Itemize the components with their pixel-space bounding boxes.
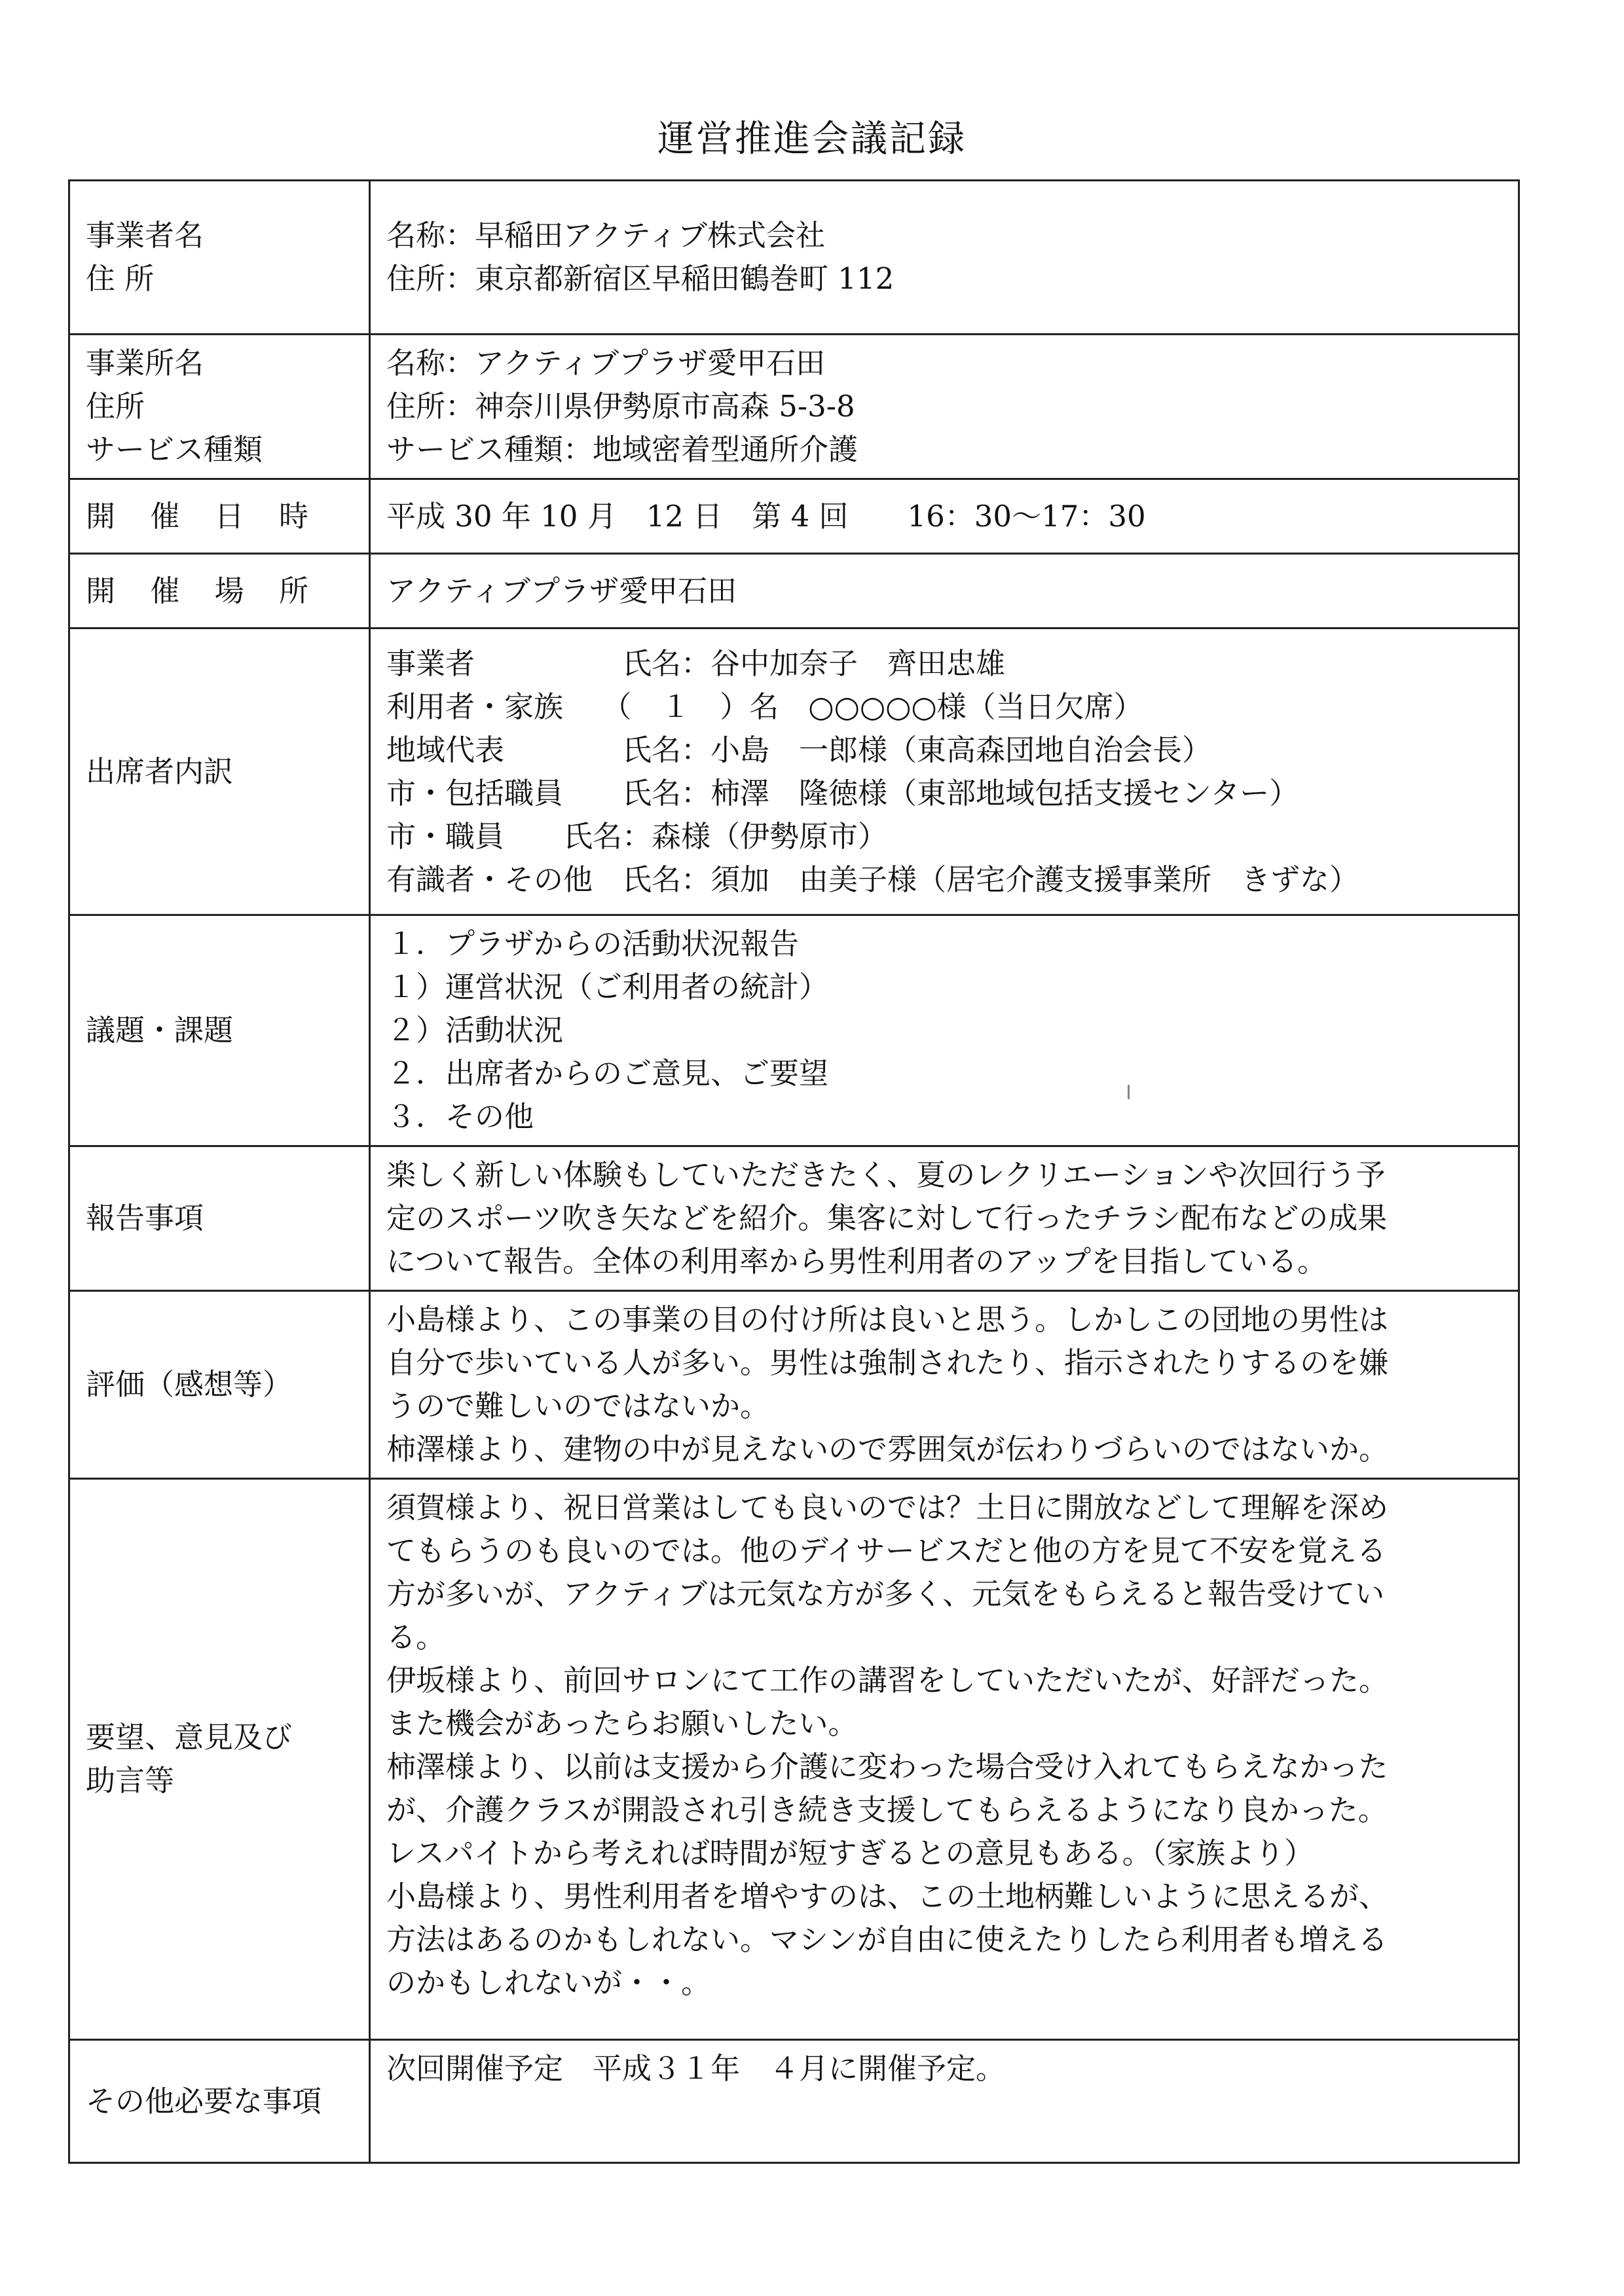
venue-value-cell (370, 554, 1519, 629)
document-title: 運営推進会議記録 (657, 118, 967, 160)
office-address: 住所：神奈川県伊勢原市高森 5-3-8 (386, 389, 855, 424)
request-line: 柿澤様より、以前は支援から介護に変わった場合受け入れてもらえなかった (386, 1749, 1388, 1784)
meeting-venue: アクティブプラザ愛甲石田 (386, 573, 737, 608)
attendees-label: 出席者内訳 (86, 754, 234, 789)
service-type: サービス種類：地域密着型通所介護 (386, 432, 858, 467)
operator-label-cell (69, 181, 370, 335)
other-label: その他必要な事項 (86, 2083, 322, 2119)
evaluation-label-cell (69, 1291, 370, 1479)
office-address-label: 住所 (86, 389, 145, 424)
evaluation-line: 柿澤様より、建物の中が見えないので雰囲気が伝わりづらいのではないか。 (386, 1432, 1389, 1467)
operator-value-cell (370, 181, 1519, 335)
request-line: 方が多いが、アクティブは元気な方が多く、元気をもらえると報告受けてい (386, 1576, 1385, 1611)
service-type-label: サービス種類 (86, 432, 263, 467)
agenda-item: ２．出席者からのご意見、ご要望 (386, 1056, 829, 1091)
agenda-item: １）運営状況（ご利用者の統計） (386, 970, 829, 1004)
venue-label-cell (69, 554, 370, 629)
requests-value-cell (370, 1479, 1519, 2040)
attendee-line: 市・職員 氏名：森様（伊勢原市） (386, 818, 888, 854)
agenda-item: １．プラザからの活動状況報告 (386, 926, 800, 961)
other-value-cell (370, 2040, 1519, 2163)
datetime-label-cell (69, 479, 370, 554)
attendees-value-cell (370, 629, 1519, 915)
venue-label: 開 催 場 所 (86, 573, 308, 608)
row-attendees (69, 629, 1519, 915)
attendee-line: 利用者・家族 （ １ ）名 ○○○○○様（当日欠席） (386, 689, 1143, 724)
report-label: 報告事項 (86, 1201, 204, 1235)
request-line: 須賀様より、祝日営業はしても良いのでは？土日に開放などして理解を深め (386, 1490, 1389, 1525)
request-line: のかもしれないが・・。 (386, 1965, 711, 2000)
row-agenda (69, 915, 1519, 1146)
operator-address: 住所：東京都新宿区早稲田鶴巻町 112 (386, 261, 895, 296)
request-line: 方法はあるのかもしれない。マシンが自由に使えたりしたら利用者も増える (386, 1922, 1388, 1957)
attendee-line: 市・包括職員 氏名：柿澤 隆徳様（東部地域包括支援センター） (386, 775, 1299, 811)
row-venue (69, 554, 1519, 629)
row-other (69, 2040, 1519, 2163)
row-evaluation (69, 1291, 1519, 1479)
office-value-cell (370, 335, 1519, 479)
next-meeting-note: 次回開催予定 平成３１年 ４月に開催予定。 (386, 2051, 1006, 2086)
requests-label: 要望、意見及び (86, 1720, 293, 1755)
request-line: レスパイトから考えれば時間が短すぎるとの意見もある。（家族より） (386, 1836, 1314, 1870)
row-datetime (69, 479, 1519, 554)
evaluation-label: 評価（感想等） (86, 1367, 293, 1402)
requests-label: 助言等 (86, 1763, 175, 1798)
evaluation-value-cell (370, 1291, 1519, 1479)
office-name: 名称：アクティブプラザ愛甲石田 (386, 346, 826, 380)
office-name-label: 事業所名 (86, 346, 204, 380)
request-line: 伊坂様より、前回サロンにて工作の講習をしていただいたが、好評だった。 (386, 1663, 1389, 1698)
agenda-label-cell (69, 915, 370, 1146)
operator-name-label: 事業者名 (86, 218, 204, 253)
report-value-cell (370, 1146, 1519, 1291)
row-requests (69, 1479, 1519, 2040)
report-line: 定のスポーツ吹き矢などを紹介。集客に対して行ったチラシ配布などの成果 (386, 1201, 1388, 1235)
requests-label-cell (69, 1479, 370, 2040)
request-line: る。 (386, 1620, 446, 1654)
operator-address-label: 住 所 (86, 261, 155, 296)
agenda-item: ２）活動状況 (386, 1013, 564, 1048)
office-label-cell (69, 335, 370, 479)
attendee-line: 有識者・その他 氏名：須加 由美子様（居宅介護支援事業所 きずな） (386, 862, 1359, 897)
datetime-label: 開 催 日 時 (86, 498, 308, 534)
agenda-label: 議題・課題 (86, 1013, 234, 1048)
evaluation-line: うので難しいのではないか。 (386, 1389, 770, 1423)
scan-mark (1128, 1085, 1130, 1099)
datetime-value-cell (370, 479, 1519, 554)
attendee-line: 地域代表 氏名：小島 一郎様（東高森団地自治会長） (386, 732, 1212, 767)
report-label-cell (69, 1146, 370, 1291)
request-line: 小島様より、男性利用者を増やすのは、この土地柄難しいように思えるが、 (386, 1879, 1389, 1914)
agenda-value-cell (370, 915, 1519, 1146)
request-line: が、介護クラスが開設され引き続き支援してもらえるようになり良かった。 (386, 1793, 1388, 1827)
attendee-line: 事業者 氏名：谷中加奈子 齊田忠雄 (386, 646, 1006, 681)
report-line: 楽しく新しい体験もしていただきたく、夏のレクリエーションや次回行う予 (386, 1157, 1386, 1192)
operator-name: 名称：早稲田アクティブ株式会社 (386, 218, 826, 253)
evaluation-line: 小島様より、この事業の目の付け所は良いと思う。しかしこの団地の男性は (386, 1302, 1389, 1337)
row-office (69, 335, 1519, 479)
request-line: てもらうのも良いのでは。他のデイサービスだと他の方を見て不安を覚える (386, 1533, 1386, 1568)
meeting-datetime: 平成 30 年 10 月 12 日 第 4 回 16：30～17：30 (386, 498, 1146, 534)
meeting-record-table (68, 179, 1520, 2164)
report-line: について報告。全体の利用率から男性利用者のアップを目指している。 (386, 1244, 1327, 1279)
agenda-item: ３．その他 (386, 1099, 534, 1134)
evaluation-line: 自分で歩いている人が多い。男性は強制されたり、指示されたりするのを嫌 (386, 1345, 1389, 1380)
request-line: また機会があったらお願いしたい。 (386, 1706, 858, 1741)
other-label-cell (69, 2040, 370, 2163)
row-report (69, 1146, 1519, 1291)
attendees-label-cell (69, 629, 370, 915)
row-operator (69, 181, 1519, 335)
